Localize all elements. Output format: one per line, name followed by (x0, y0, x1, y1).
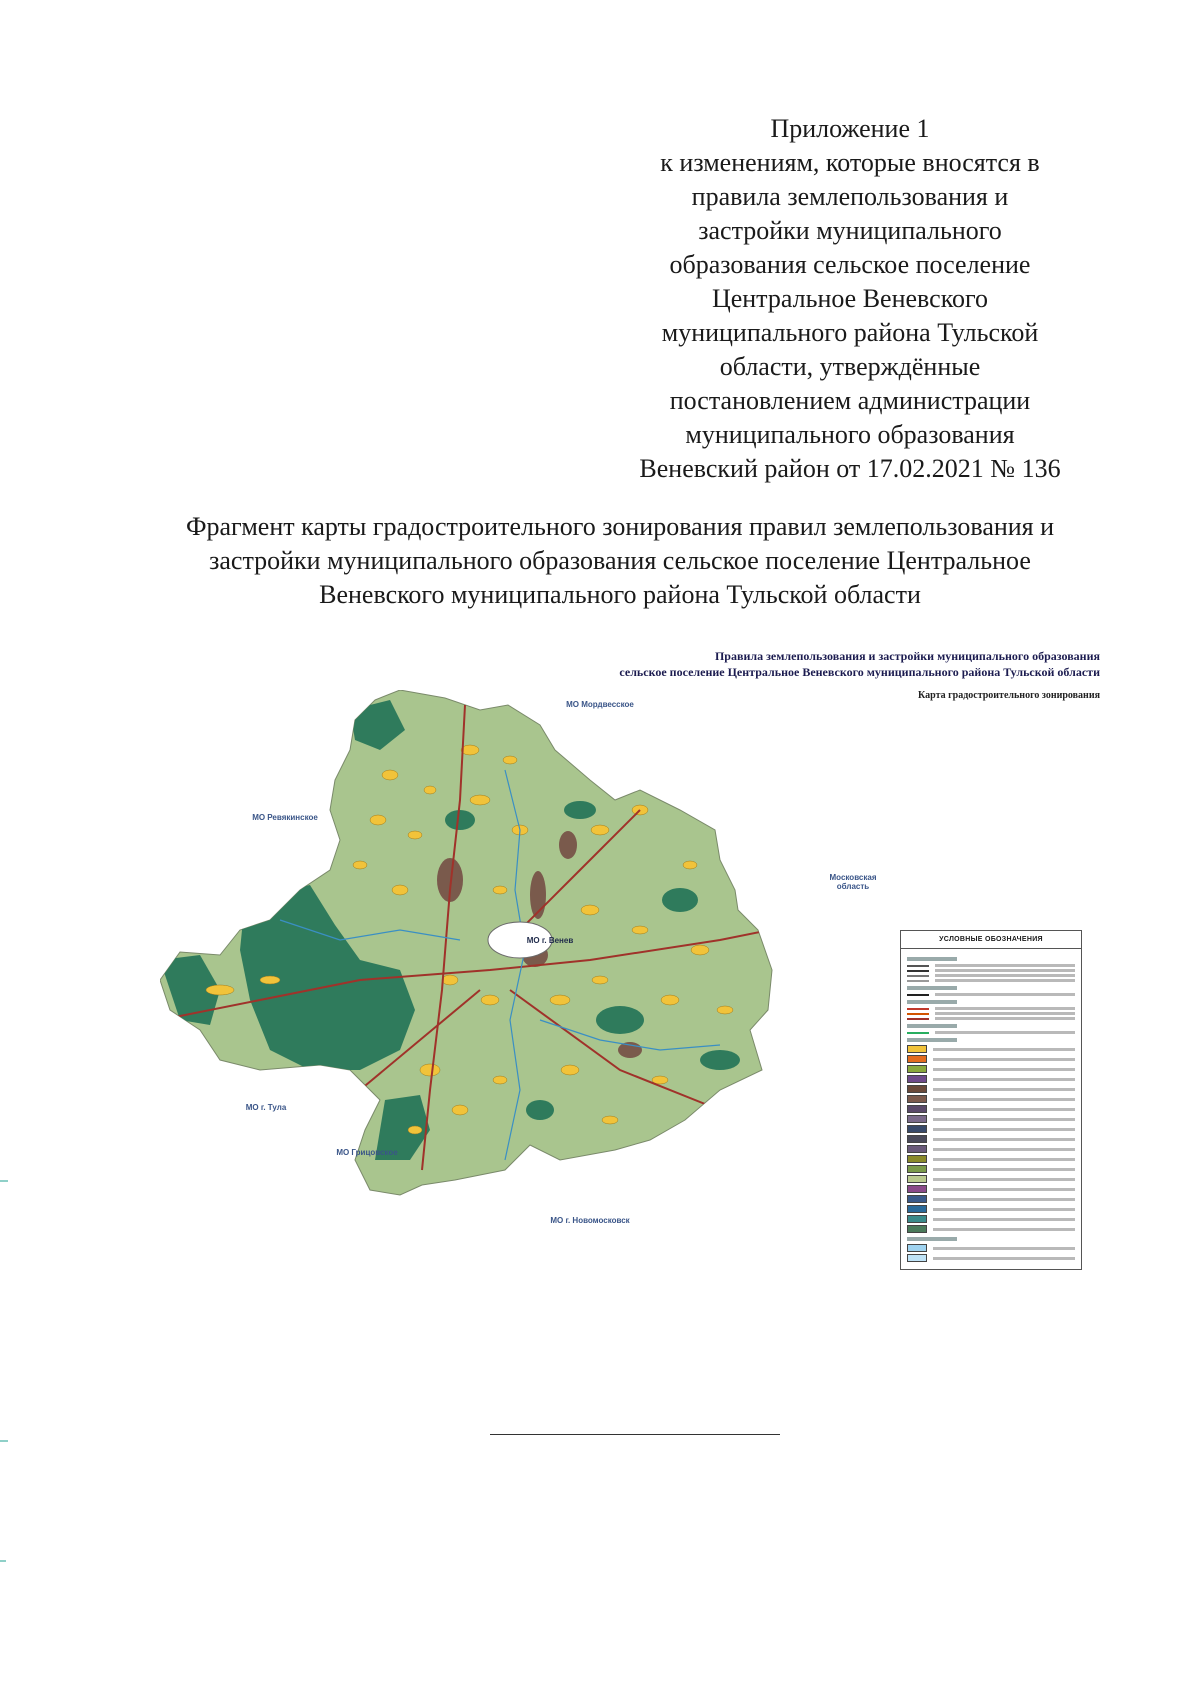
scan-mark (0, 1440, 8, 1442)
legend-swatch-row (907, 1115, 1075, 1123)
legend-row (907, 1012, 1075, 1015)
legend-section-header (907, 1038, 957, 1042)
legend-row (907, 1017, 1075, 1020)
fragment-title-line: застройки муниципального образования сельское поселение Центральное (209, 546, 1031, 575)
legend-swatch-row (907, 1215, 1075, 1223)
legend-row (907, 979, 1075, 982)
fragment-title-line: Фрагмент карты градостроительного зонирования правил землепользования и (185, 512, 1055, 541)
legend-swatch-row (907, 1185, 1075, 1193)
legend-row (907, 993, 1075, 996)
forest-area (662, 888, 698, 912)
neighbor-label-revyakinskoe: МО Ревякинское (252, 813, 318, 822)
legend-swatch (907, 1195, 927, 1203)
appendix-line: Центральное Веневского (711, 284, 989, 313)
settlement-zone (717, 1006, 733, 1014)
legend-swatch-row (907, 1065, 1075, 1073)
legend-section-header (907, 1237, 957, 1241)
legend-row (907, 969, 1075, 972)
legend-swatch (907, 1215, 927, 1223)
forest-area (564, 801, 596, 819)
settlement-zone (591, 825, 609, 835)
settlement-zone (370, 815, 386, 825)
map-legend (900, 930, 1082, 1270)
fragment-title (120, 510, 1120, 612)
settlement-zone (481, 995, 499, 1005)
legend-swatch-row (907, 1165, 1075, 1173)
fragment-title-line: Веневского муниципального района Тульской области (319, 580, 921, 609)
scan-mark (0, 1180, 8, 1182)
legend-swatch (907, 1125, 927, 1133)
settlement-zone (382, 770, 398, 780)
legend-swatch (907, 1135, 927, 1143)
settlement-zone (592, 976, 608, 984)
settlement-zone (392, 885, 408, 895)
legend-row (907, 1007, 1075, 1010)
legend-swatch (907, 1055, 927, 1063)
neighbor-label-mordves: МО Мордвесское (566, 700, 634, 709)
legend-row (907, 1031, 1075, 1034)
legend-swatch (907, 1075, 927, 1083)
forest-area (596, 1006, 644, 1034)
legend-swatch (907, 1244, 927, 1252)
map-header-line: сельское поселение Центральное Веневского муниципального района Тульской области (619, 665, 1100, 679)
legend-swatch-row (907, 1125, 1075, 1133)
settlement-zone (424, 786, 436, 794)
zoning-map (160, 690, 860, 1250)
legend-title: УСЛОВНЫЕ ОБОЗНАЧЕНИЯ (901, 931, 1081, 949)
settlement-zone (408, 1126, 422, 1134)
appendix-line: к изменениям, которые вносятся в (660, 148, 1040, 177)
settlement-zone (683, 861, 697, 869)
legend-swatch-row (907, 1195, 1075, 1203)
appendix-line: правила землепользования и (691, 182, 1009, 211)
legend-section-header (907, 1024, 957, 1028)
legend-zone-swatches (907, 1045, 1075, 1233)
legend-swatch (907, 1115, 927, 1123)
bottom-rule (490, 1434, 780, 1435)
legend-swatch (907, 1145, 927, 1153)
legend-swatch (907, 1254, 927, 1262)
legend-swatch (907, 1165, 927, 1173)
neighbor-label-gritsovskoe: МО Грицовское (336, 1148, 398, 1157)
forest-area (526, 1100, 554, 1120)
legend-swatch-row (907, 1095, 1075, 1103)
legend-swatch-row (907, 1055, 1075, 1063)
settlement-zone (581, 905, 599, 915)
appendix-line: образования сельское поселение (669, 250, 1031, 279)
legend-swatch-row (907, 1244, 1075, 1252)
legend-swatch-row (907, 1145, 1075, 1153)
settlement-zone (503, 756, 517, 764)
legend-row (907, 974, 1075, 977)
neighbor-label-moscow-line: Московская (829, 873, 877, 882)
legend-section-header (907, 957, 957, 961)
scan-mark (0, 1560, 6, 1562)
legend-swatch-row (907, 1155, 1075, 1163)
settlement-zone (493, 1076, 507, 1084)
neighbor-label-moscow-line: область (836, 882, 870, 891)
legend-swatch (907, 1225, 927, 1233)
legend-swatch (907, 1155, 927, 1163)
settlement-zone (550, 995, 570, 1005)
settlement-zone (561, 1065, 579, 1075)
legend-swatch (907, 1085, 927, 1093)
appendix-line: постановлением администрации (669, 386, 1031, 415)
legend-section-header (907, 986, 957, 990)
legend-swatch-row (907, 1205, 1075, 1213)
appendix-line: Приложение 1 (770, 114, 930, 143)
legend-swatch-row (907, 1075, 1075, 1083)
settlement-zone (260, 976, 280, 984)
appendix-line: муниципального образования (685, 420, 1015, 449)
legend-swatch (907, 1185, 927, 1193)
legend-swatch (907, 1105, 927, 1113)
settlement-zone (442, 975, 458, 985)
neighbor-label-moscow (818, 873, 888, 891)
appendix-line: муниципального района Тульской (661, 318, 1039, 347)
settlement-zone (452, 1105, 468, 1115)
neighbor-label-novomoskovsk: МО г. Новомосковск (550, 1216, 630, 1225)
legend-swatch (907, 1045, 927, 1053)
legend-swatch (907, 1175, 927, 1183)
neighbor-label-tula: МО г. Тула (245, 1103, 287, 1112)
legend-swatch-row (907, 1225, 1075, 1233)
venev-city-label: МО г. Венев (526, 936, 574, 945)
settlement-zone (632, 926, 648, 934)
forest-area (445, 810, 475, 830)
legend-swatch-row (907, 1254, 1075, 1262)
settlement-zone (420, 1064, 440, 1076)
legend-water-swatches (907, 1244, 1075, 1262)
legend-body (901, 949, 1081, 1268)
settlement-zone (408, 831, 422, 839)
settlement-zone (602, 1116, 618, 1124)
settlement-zone (353, 861, 367, 869)
legend-row (907, 964, 1075, 967)
settlement-zone (661, 995, 679, 1005)
legend-swatch (907, 1095, 927, 1103)
map-header (500, 648, 1100, 680)
forest-area (700, 1050, 740, 1070)
settlement-zone (206, 985, 234, 995)
appendix-line: застройки муниципального (698, 216, 1002, 245)
industrial-zone (559, 831, 577, 859)
legend-section-header (907, 1000, 957, 1004)
appendix-line: Веневский район от 17.02.2021 № 136 (639, 454, 1061, 483)
legend-swatch-row (907, 1135, 1075, 1143)
map-header-line: Правила землепользования и застройки муниципального образования (714, 649, 1100, 663)
legend-swatch (907, 1065, 927, 1073)
legend-swatch-row (907, 1175, 1075, 1183)
legend-swatch-row (907, 1045, 1075, 1053)
appendix-line: области, утверждённые (719, 352, 981, 381)
map-subtitle: Карта градостроительного зонирования (918, 690, 1100, 701)
legend-swatch (907, 1205, 927, 1213)
legend-swatch-row (907, 1085, 1075, 1093)
legend-swatch-row (907, 1105, 1075, 1113)
appendix-block (600, 112, 1100, 486)
settlement-zone (493, 886, 507, 894)
settlement-zone (691, 945, 709, 955)
settlement-zone (470, 795, 490, 805)
